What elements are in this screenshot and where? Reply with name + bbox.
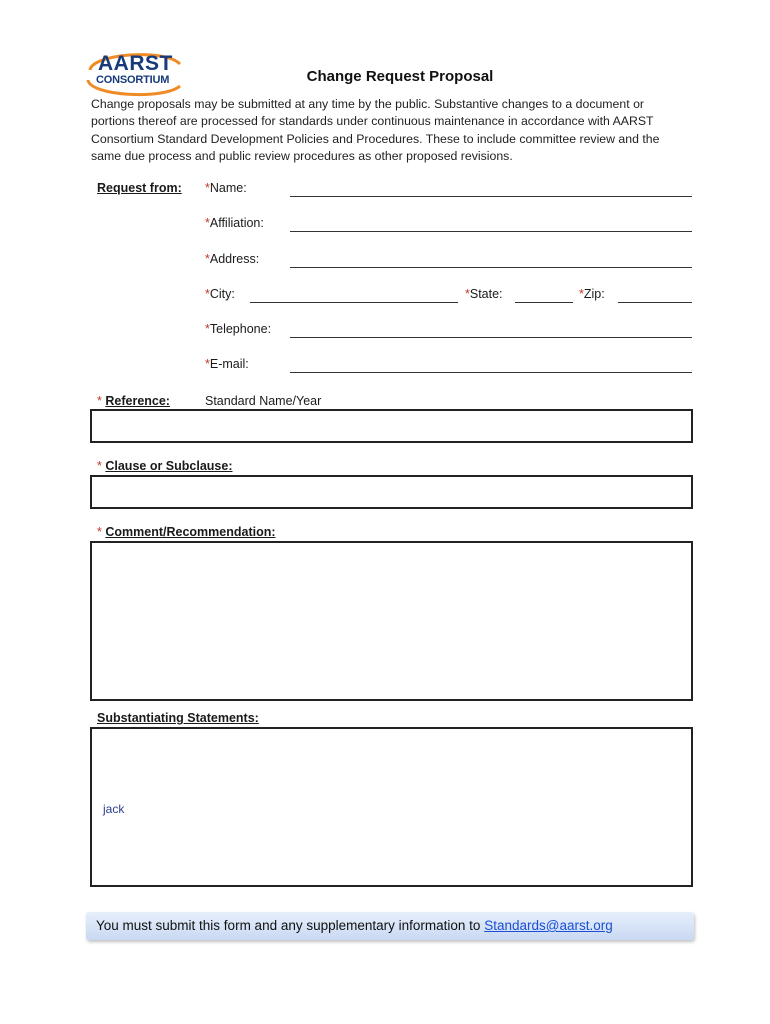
email-label-text: E-mail: bbox=[209, 357, 249, 371]
required-marker: * bbox=[205, 181, 210, 195]
footer-notice bbox=[86, 912, 694, 940]
affiliation-label bbox=[205, 216, 264, 230]
affiliation-field[interactable] bbox=[290, 231, 692, 232]
required-marker: * bbox=[97, 459, 102, 473]
logo-text-bottom: CONSORTIUM bbox=[96, 74, 170, 86]
comment-textarea[interactable] bbox=[90, 541, 693, 701]
comment-label-text: Comment/Recommendation: bbox=[105, 525, 276, 539]
required-marker: * bbox=[205, 357, 210, 371]
telephone-label bbox=[205, 322, 271, 336]
state-label-text: State: bbox=[469, 287, 503, 301]
substantiating-label: Substantiating Statements: bbox=[97, 711, 259, 725]
comment-label bbox=[97, 525, 276, 539]
clause-label bbox=[97, 459, 232, 473]
email-label bbox=[205, 357, 249, 371]
name-label bbox=[205, 181, 247, 195]
clause-label-text: Clause or Subclause: bbox=[105, 459, 233, 473]
required-marker: * bbox=[205, 287, 210, 301]
clause-input[interactable] bbox=[90, 475, 693, 509]
address-label-text: Address: bbox=[209, 252, 260, 266]
address-label bbox=[205, 252, 259, 266]
logo-text-top: AARST bbox=[98, 52, 173, 75]
affiliation-label-text: Affiliation: bbox=[209, 216, 264, 230]
reference-hint: Standard Name/Year bbox=[205, 394, 322, 408]
name-label-text: Name: bbox=[209, 181, 247, 195]
zip-label bbox=[579, 287, 605, 301]
name-field[interactable] bbox=[290, 196, 692, 197]
required-marker: * bbox=[97, 525, 102, 539]
page-title: Change Request Proposal bbox=[306, 68, 494, 85]
required-marker: * bbox=[205, 216, 210, 230]
required-marker: * bbox=[205, 322, 210, 336]
required-marker: * bbox=[465, 287, 470, 301]
zip-label-text: Zip: bbox=[583, 287, 605, 301]
intro-paragraph: Change proposals may be submitted at any time by the public. Substantive changes to a document or portions thereof are processed for standards under continuous maintenance in accordance with AARST Consortium Standard Development Policies and Procedures. These to include committee review and the same due process and public review procedures as other proposed revisions. bbox=[91, 97, 660, 164]
email-field[interactable] bbox=[290, 372, 692, 373]
standards-email-link[interactable]: Standards@aarst.org bbox=[484, 918, 613, 933]
city-label-text: City: bbox=[209, 287, 235, 301]
city-field[interactable] bbox=[250, 302, 458, 303]
zip-field[interactable] bbox=[618, 302, 692, 303]
address-field[interactable] bbox=[290, 267, 692, 268]
substantiating-value: jack bbox=[103, 802, 125, 816]
required-marker: * bbox=[97, 394, 102, 408]
request-from-label: Request from: bbox=[97, 181, 182, 195]
state-label bbox=[465, 287, 503, 301]
footer-text bbox=[96, 918, 613, 933]
required-marker: * bbox=[205, 252, 210, 266]
reference-input[interactable] bbox=[90, 409, 693, 443]
substantiating-textarea[interactable] bbox=[90, 727, 693, 887]
reference-label bbox=[97, 394, 170, 408]
reference-label-text: Reference: bbox=[105, 394, 170, 408]
state-field[interactable] bbox=[515, 302, 573, 303]
telephone-label-text: Telephone: bbox=[209, 322, 272, 336]
city-label bbox=[205, 287, 235, 301]
telephone-field[interactable] bbox=[290, 337, 692, 338]
footer-message: You must submit this form and any supplementary information to bbox=[96, 918, 485, 933]
required-marker: * bbox=[579, 287, 584, 301]
